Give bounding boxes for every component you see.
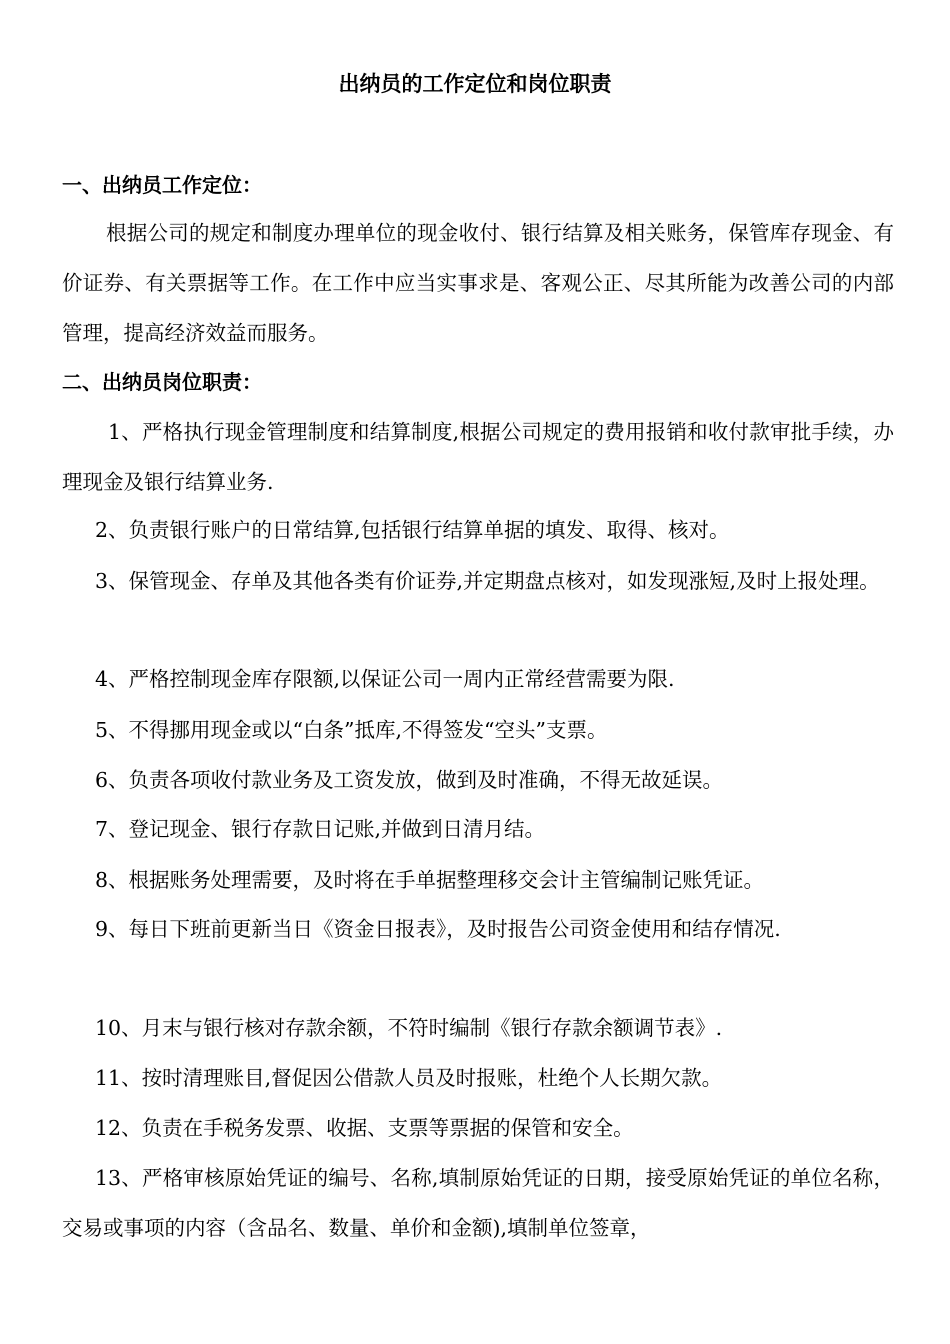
section-body-position: 根据公司的规定和制度办理单位的现金收付、银行结算及相关账务，保管库存现金、有价证券、有关票据等工作。在工作中应当实事求是、客观公正、尽其所能为改善公司的内部管理，提高经济效益而服务。 xyxy=(62,221,894,345)
duty-item-13: 13、严格审核原始凭证的编号、名称,填制原始凭证的日期，接受原始凭证的单位名称，交易或事项的内容（含品名、数量、单价和金额),填制单位签章， xyxy=(62,1166,894,1240)
duty-item-7: 7、登记现金、银行存款日记账,并做到日清月结。 xyxy=(95,817,546,841)
duty-item-12: 12、负责在手税务发票、收据、支票等票据的保管和安全。 xyxy=(95,1116,634,1140)
page-title: 出纳员的工作定位和岗位职责 xyxy=(338,72,612,96)
section-heading-position: 一、出纳员工作定位： xyxy=(62,173,262,197)
duty-item-9: 9、每日下班前更新当日《资金日报表》，及时报告公司资金使用和结存情况. xyxy=(95,917,781,941)
duty-item-11: 11、按时清理账目,督促因公借款人员及时报账，杜绝个人长期欠款。 xyxy=(95,1066,723,1090)
duty-item-2: 2、负责银行账户的日常结算,包括银行结算单据的填发、取得、核对。 xyxy=(95,518,730,542)
duty-item-5: 5、不得挪用现金或以“白条”抵库,不得签发“空头”支票。 xyxy=(95,718,608,742)
duty-item-3: 3、保管现金、存单及其他各类有价证券,并定期盘点核对，如发现涨短,及时上报处理。 xyxy=(95,569,880,593)
duty-item-6: 6、负责各项收付款业务及工资发放，做到及时准确，不得无故延误。 xyxy=(95,768,724,792)
duty-item-8: 8、根据账务处理需要，及时将在手单据整理移交会计主管编制记账凭证。 xyxy=(95,868,765,892)
duty-item-10: 10、月末与银行核对存款余额，不符时编制《银行存款余额调节表》. xyxy=(95,1016,723,1040)
section-heading-duties: 二、出纳员岗位职责： xyxy=(62,370,262,394)
duty-item-1: 1、严格执行现金管理制度和结算制度,根据公司规定的费用报销和收付款审批手续，办理现金及银行结算业务. xyxy=(62,420,894,494)
duty-item-4: 4、严格控制现金库存限额,以保证公司一周内正常经营需要为限. xyxy=(95,667,675,691)
